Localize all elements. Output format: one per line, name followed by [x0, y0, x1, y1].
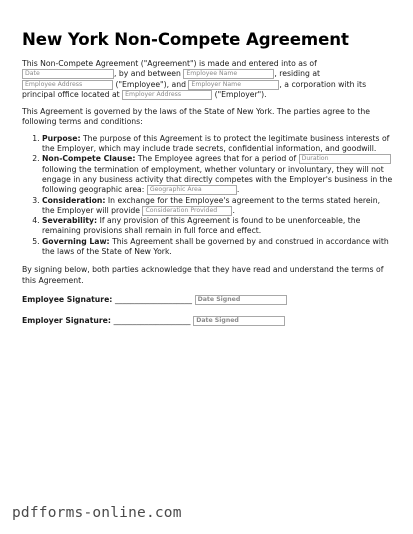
list-item-purpose: [42, 134, 394, 155]
footer-watermark: pdfforms-online.com: [12, 505, 182, 521]
list-item-governing-law: [42, 237, 394, 258]
employer-signature-line[interactable]: ____________________: [113, 315, 191, 325]
consideration-text-2: .: [232, 205, 235, 215]
intro-text-1: This Non-Compete Agreement ("Agreement") is made and entered into as of: [22, 59, 317, 68]
geographic-area-field[interactable]: Geographic Area: [147, 185, 237, 195]
employer-date-signed-field[interactable]: Date Signed: [193, 316, 285, 326]
governing-law-label: Governing Law:: [42, 236, 110, 246]
governing-law-text: This Agreement shall be governed by and construed in accordance with the laws of the State of New York.: [42, 236, 389, 257]
duration-field[interactable]: Duration: [299, 154, 391, 164]
terms-list: [22, 134, 394, 258]
intro-text-5: , a corporation with its principal office located at: [22, 79, 367, 99]
noncompete-text-1: The Employee agrees that for a period of: [135, 154, 297, 164]
list-item-severability: [42, 216, 394, 237]
employee-address-field[interactable]: Employee Address: [22, 80, 113, 90]
employer-signature-row: [22, 316, 394, 326]
date-field[interactable]: Date: [22, 69, 114, 79]
list-item-noncompete: [42, 154, 394, 195]
consideration-label: Consideration:: [42, 195, 106, 205]
intro-text-6: ("Employer").: [214, 89, 267, 99]
noncompete-text-3: .: [236, 185, 240, 195]
page-title: New York Non-Compete Agreement: [22, 30, 349, 49]
intro-paragraph: [22, 59, 394, 100]
purpose-text: The purpose of this Agreement is to protect the legitimate business interests of the Employer, which may include trade secrets, confidential information, and goodwill.: [42, 133, 390, 154]
employee-name-field[interactable]: Employee Name: [183, 69, 274, 79]
employer-signature-label: Employer Signature:: [22, 315, 111, 325]
purpose-label: Purpose:: [42, 133, 81, 143]
severability-text: If any provision of this Agreement is found to be unenforceable, the remaining provisions shall remain in full force and effect.: [42, 216, 361, 236]
employer-address-field[interactable]: Employer Address: [122, 90, 212, 100]
noncompete-label: Non-Compete Clause:: [42, 154, 136, 164]
document-page: [22, 30, 394, 326]
acknowledgement-paragraph: By signing below, both parties acknowledge that they have read and understand the terms of this Agreement.: [22, 265, 384, 285]
employee-signature-row: [22, 295, 394, 305]
intro-text-2: , by and between: [114, 69, 181, 79]
governing-paragraph: This Agreement is governed by the laws of the State of New York. The parties agree to the following terms and conditions:: [22, 107, 370, 127]
list-item-consideration: [42, 196, 394, 217]
employee-signature-line[interactable]: ____________________: [115, 294, 192, 304]
consideration-field[interactable]: Consideration Provided: [142, 206, 232, 216]
consideration-text-1: In exchange for the Employee's agreement to the terms stated herein, the Employer will provide: [42, 195, 381, 215]
severability-label: Severability:: [42, 216, 98, 226]
employer-name-field[interactable]: Employer Name: [188, 80, 279, 90]
intro-text-3: , residing at: [274, 69, 321, 79]
noncompete-text-2: following the termination of employment, whether voluntary or involuntary, they will not engage in any business activity that directly competes with the Employer's business in the following geographic area:: [42, 164, 393, 195]
employee-signature-label: Employee Signature:: [22, 294, 113, 304]
employee-date-signed-field[interactable]: Date Signed: [195, 295, 287, 305]
intro-text-4: ("Employee"), and: [115, 79, 186, 89]
